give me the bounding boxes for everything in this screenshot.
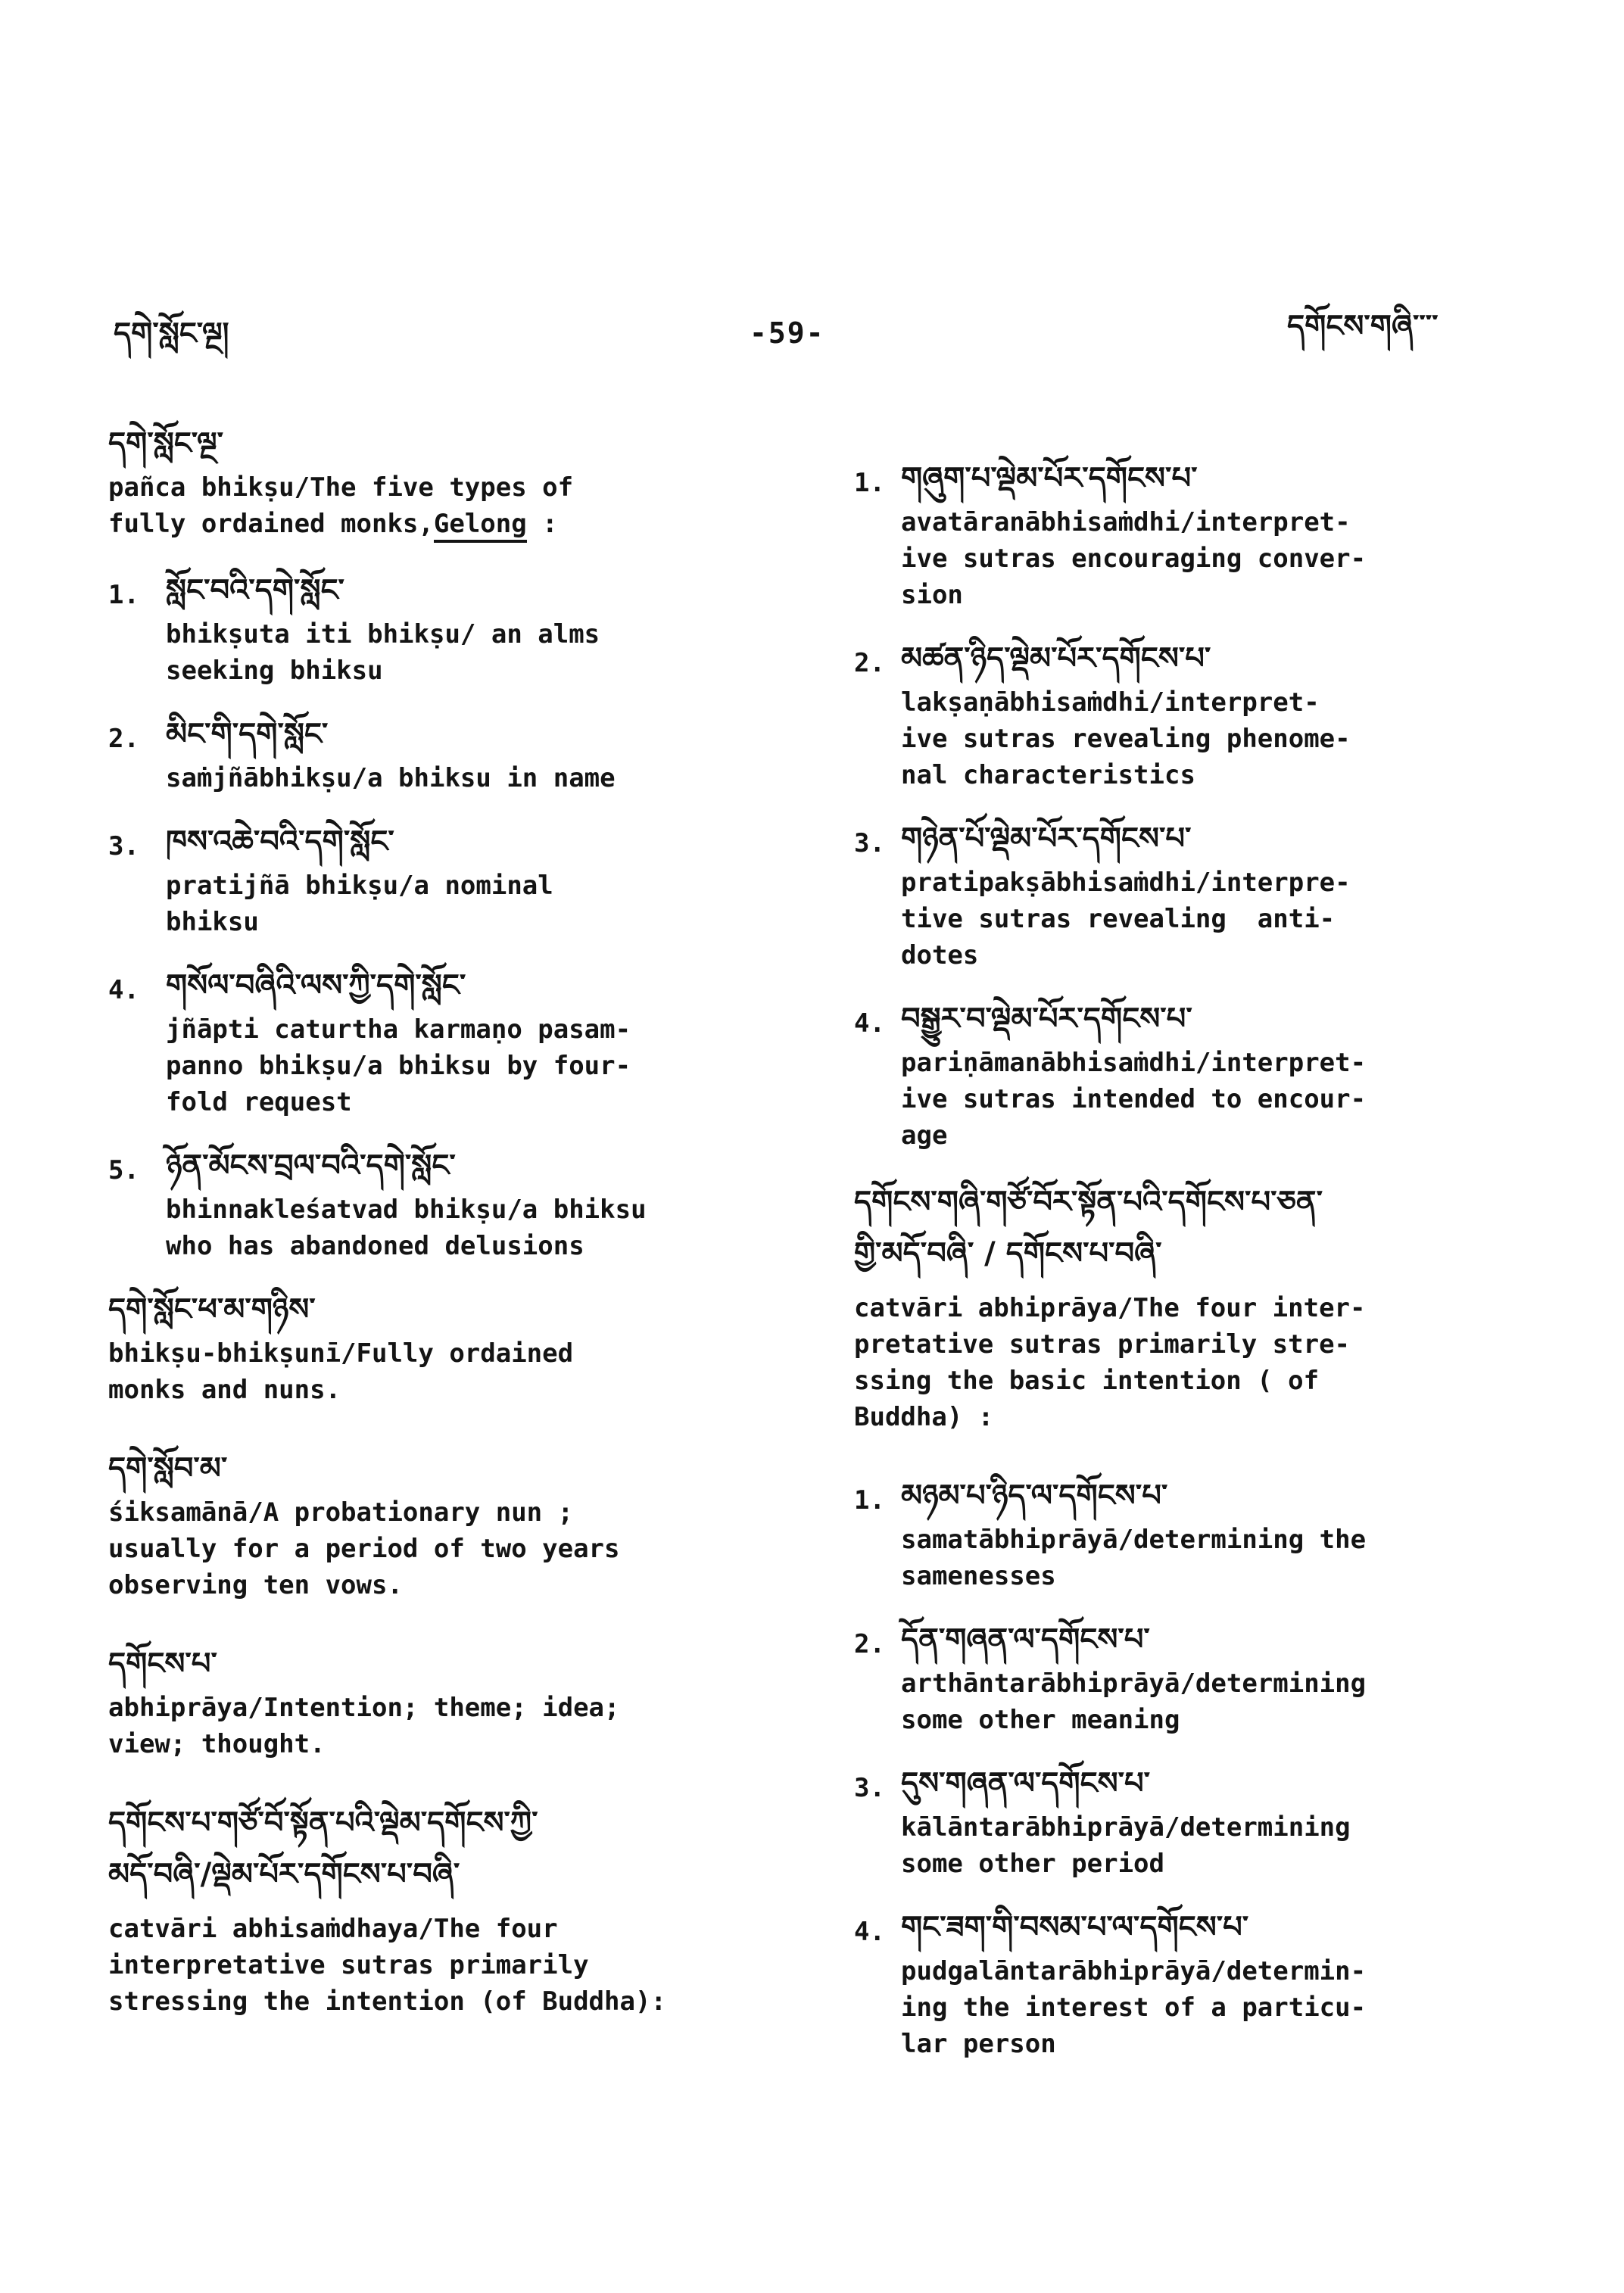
item-english-line: fold request — [166, 1087, 352, 1117]
definition-line: view; thought. — [108, 1729, 326, 1759]
entry-abhipraya — [108, 1638, 839, 1762]
item-number: 2. — [108, 724, 139, 754]
entry-bhiksu-bhiksuni — [108, 1284, 839, 1408]
entry-tibetan-heading: གྱི་མདོ་བཞི་ / དགོངས་པ་བཞི་ — [854, 1236, 1162, 1271]
item-english-line: sion — [901, 580, 963, 610]
entry-tibetan-heading: དགོངས་པ་ — [108, 1647, 217, 1681]
definition-line: observing ten vows. — [108, 1570, 403, 1600]
list-item-1 — [854, 453, 1611, 613]
item-english-line: pratipakṣābhisaṁdhi/interpre- — [901, 868, 1351, 898]
item-tibetan: ཁས་འཆེ་བའི་དགེ་སློང་ — [166, 824, 394, 859]
item-english-line: samatābhiprāyā/determining the — [901, 1525, 1367, 1555]
abhipraya-list — [854, 1470, 1611, 2062]
header-tibetan-right: དགོངས་གཞི་་་་ — [1287, 309, 1439, 344]
list-item-1 — [854, 1470, 1611, 1594]
definition-text: fully ordained monks, — [108, 509, 434, 539]
item-english-line: ive sutras intended to encour- — [901, 1084, 1367, 1114]
item-english-line: jñāpti caturtha karmaṇo pasam- — [166, 1014, 631, 1045]
five-bhiksu-list — [108, 565, 839, 1264]
entry-panca-bhiksu — [108, 418, 839, 542]
item-english-line: some other meaning — [901, 1705, 1180, 1735]
item-tibetan: གསོལ་བཞིའི་ལས་ཀྱི་དགེ་སློང་ — [166, 968, 466, 1003]
definition-line: Buddha) : — [854, 1402, 994, 1432]
right-column — [854, 418, 1611, 2082]
definition-line: bhikṣu-bhikṣunī/Fully ordained — [108, 1338, 574, 1369]
item-english-line: bhinnakleśatvad bhikṣu/a bhiksu — [166, 1195, 647, 1225]
item-english-line: arthāntarābhiprāyā/determining — [901, 1668, 1367, 1699]
item-english-line: lakṣaṇābhisaṁdhi/interpret- — [901, 687, 1320, 718]
item-english-line: bhiksu — [166, 907, 259, 937]
item-number: 1. — [108, 580, 139, 610]
list-item-3 — [854, 1758, 1611, 1882]
item-number: 4. — [854, 1008, 885, 1039]
item-number: 1. — [854, 1485, 885, 1516]
item-english-line: lar person — [901, 2029, 1056, 2059]
definition-line — [108, 506, 839, 542]
entry-tibetan-heading: དགེ་སློང་ཕ་མ་གཉིས་ — [108, 1292, 316, 1327]
definition-line: interpretative sutras primarily — [108, 1950, 589, 1980]
header-tibetan-left: དགེ་སློང་ལྔ། — [114, 316, 229, 351]
item-english-line: samenesses — [901, 1561, 1056, 1591]
list-item-3 — [854, 813, 1611, 974]
item-number: 3. — [854, 1773, 885, 1803]
definition-line: catvāri abhisaṁdhaya/The four — [108, 1914, 558, 1944]
entry-tibetan-heading: དགེ་སློབ་མ་ — [108, 1451, 228, 1486]
item-tibetan: མཚན་ཉིད་ལྡེམ་པོར་དགོངས་པ་ — [901, 641, 1211, 676]
list-item-3 — [108, 816, 839, 940]
item-tibetan: སློང་བའི་དགེ་སློང་ — [166, 573, 344, 608]
entry-tibetan-heading: དགོངས་པ་གཙོ་བོ་སྟོན་པའི་ལྡེམ་དགོངས་ཀྱི་ — [108, 1805, 538, 1840]
list-item-4 — [854, 993, 1611, 1154]
item-english-line: dotes — [901, 940, 979, 970]
left-column — [108, 418, 839, 2055]
item-english-line: tive sutras revealing anti- — [901, 904, 1336, 934]
item-english-line: avatāranābhisaṁdhi/interpret- — [901, 507, 1351, 537]
list-item-2 — [854, 1614, 1611, 1738]
entry-tibetan-heading: དགོངས་གཞི་གཙོ་བོར་སྟོན་པའི་དགོངས་པ་ཅན་ — [854, 1185, 1323, 1220]
item-number: 2. — [854, 648, 885, 678]
definition-line: abhiprāya/Intention; theme; idea; — [108, 1693, 620, 1723]
item-number: 4. — [854, 1917, 885, 1947]
entry-catvari-abhisamdhaya — [108, 1797, 839, 2020]
entry-tibetan-heading: མདོ་བཞི་/ལྡེམ་པོར་དགོངས་པ་བཞི་ — [108, 1857, 460, 1892]
item-tibetan: མཉམ་པ་ཉིད་ལ་དགོངས་པ་ — [901, 1478, 1168, 1513]
definition-line: monks and nuns. — [108, 1375, 341, 1405]
item-english-line: seeking bhiksu — [166, 656, 383, 686]
entry-tibetan-heading: དགེ་སློང་ལྔ་ — [108, 426, 224, 461]
list-item-5 — [108, 1140, 839, 1264]
item-english-line: nal characteristics — [901, 760, 1195, 790]
item-number: 5. — [108, 1155, 139, 1185]
item-english-line: ive sutras encouraging conver- — [901, 544, 1367, 574]
definition-line: pretative sutras primarily stre- — [854, 1329, 1351, 1360]
item-english-line: pudgalāntarābhiprāyā/determin- — [901, 1956, 1367, 1986]
item-english-line: pariṇāmanābhisaṁdhi/interpret- — [901, 1048, 1367, 1078]
item-tibetan: མིང་གི་དགེ་སློང་ — [166, 717, 329, 752]
item-english-line: kālāntarābhiprāyā/determining — [901, 1812, 1351, 1843]
item-english-line: some other period — [901, 1849, 1164, 1879]
entry-siksamana — [108, 1443, 839, 1603]
item-english-line: panno bhikṣu/a bhiksu by four- — [166, 1051, 631, 1081]
abhisamdhi-list — [854, 453, 1611, 1154]
definition-line: ssing the basic intention ( of — [854, 1366, 1320, 1396]
item-english-line: ing the interest of a particu- — [901, 1992, 1367, 2023]
item-tibetan: གཉེན་པོ་ལྡེམ་པོར་དགོངས་པ་ — [901, 821, 1192, 856]
underlined-term-gelong: Gelong — [434, 509, 527, 543]
item-number: 1. — [854, 468, 885, 498]
list-item-4 — [108, 960, 839, 1120]
list-item-2 — [854, 633, 1611, 793]
definition-line: catvāri abhiprāya/The four inter- — [854, 1293, 1366, 1323]
definition-line: pañca bhikṣu/The five types of — [108, 472, 574, 503]
item-tibetan: ཉོན་མོངས་བྲལ་བའི་དགེ་སློང་ — [166, 1148, 456, 1183]
item-tibetan: གང་ཟག་གི་བསམ་པ་ལ་དགོངས་པ་ — [901, 1910, 1249, 1945]
definition-text: : — [526, 509, 558, 539]
definition-line: śiksamānā/A probationary nun ; — [108, 1497, 574, 1528]
item-number: 3. — [854, 828, 885, 858]
item-english-line: saṁjñābhikṣu/a bhiksu in name — [166, 763, 616, 793]
definition-line: stressing the intention (of Buddha): — [108, 1986, 666, 2017]
item-number: 2. — [854, 1629, 885, 1659]
list-item-1 — [108, 565, 839, 689]
item-tibetan: དུས་གཞན་ལ་དགོངས་པ་ — [901, 1766, 1151, 1801]
list-item-2 — [108, 709, 839, 796]
item-tibetan: བསྒྱུར་བ་ལྡེམ་པོར་དགོངས་པ་ — [901, 1002, 1192, 1036]
item-english-line: age — [901, 1120, 948, 1151]
list-item-4 — [854, 1902, 1611, 2062]
item-number: 3. — [108, 831, 139, 861]
item-english-line: who has abandoned delusions — [166, 1231, 584, 1261]
item-english-line: pratijñā bhikṣu/a nominal — [166, 871, 553, 901]
entry-catvari-abhipraya — [854, 1176, 1611, 1435]
item-number: 4. — [108, 975, 139, 1005]
item-english-line: bhikṣuta iti bhikṣu/ an alms — [166, 619, 600, 650]
definition-line: usually for a period of two years — [108, 1534, 620, 1564]
item-tibetan: གཞུག་པ་ལྡེམ་པོར་དགོངས་པ་ — [901, 461, 1198, 496]
item-tibetan: དོན་གཞན་ལ་དགོངས་པ་ — [901, 1622, 1150, 1657]
item-english-line: ive sutras revealing phenome- — [901, 724, 1351, 754]
page-number: -59- — [750, 316, 825, 350]
